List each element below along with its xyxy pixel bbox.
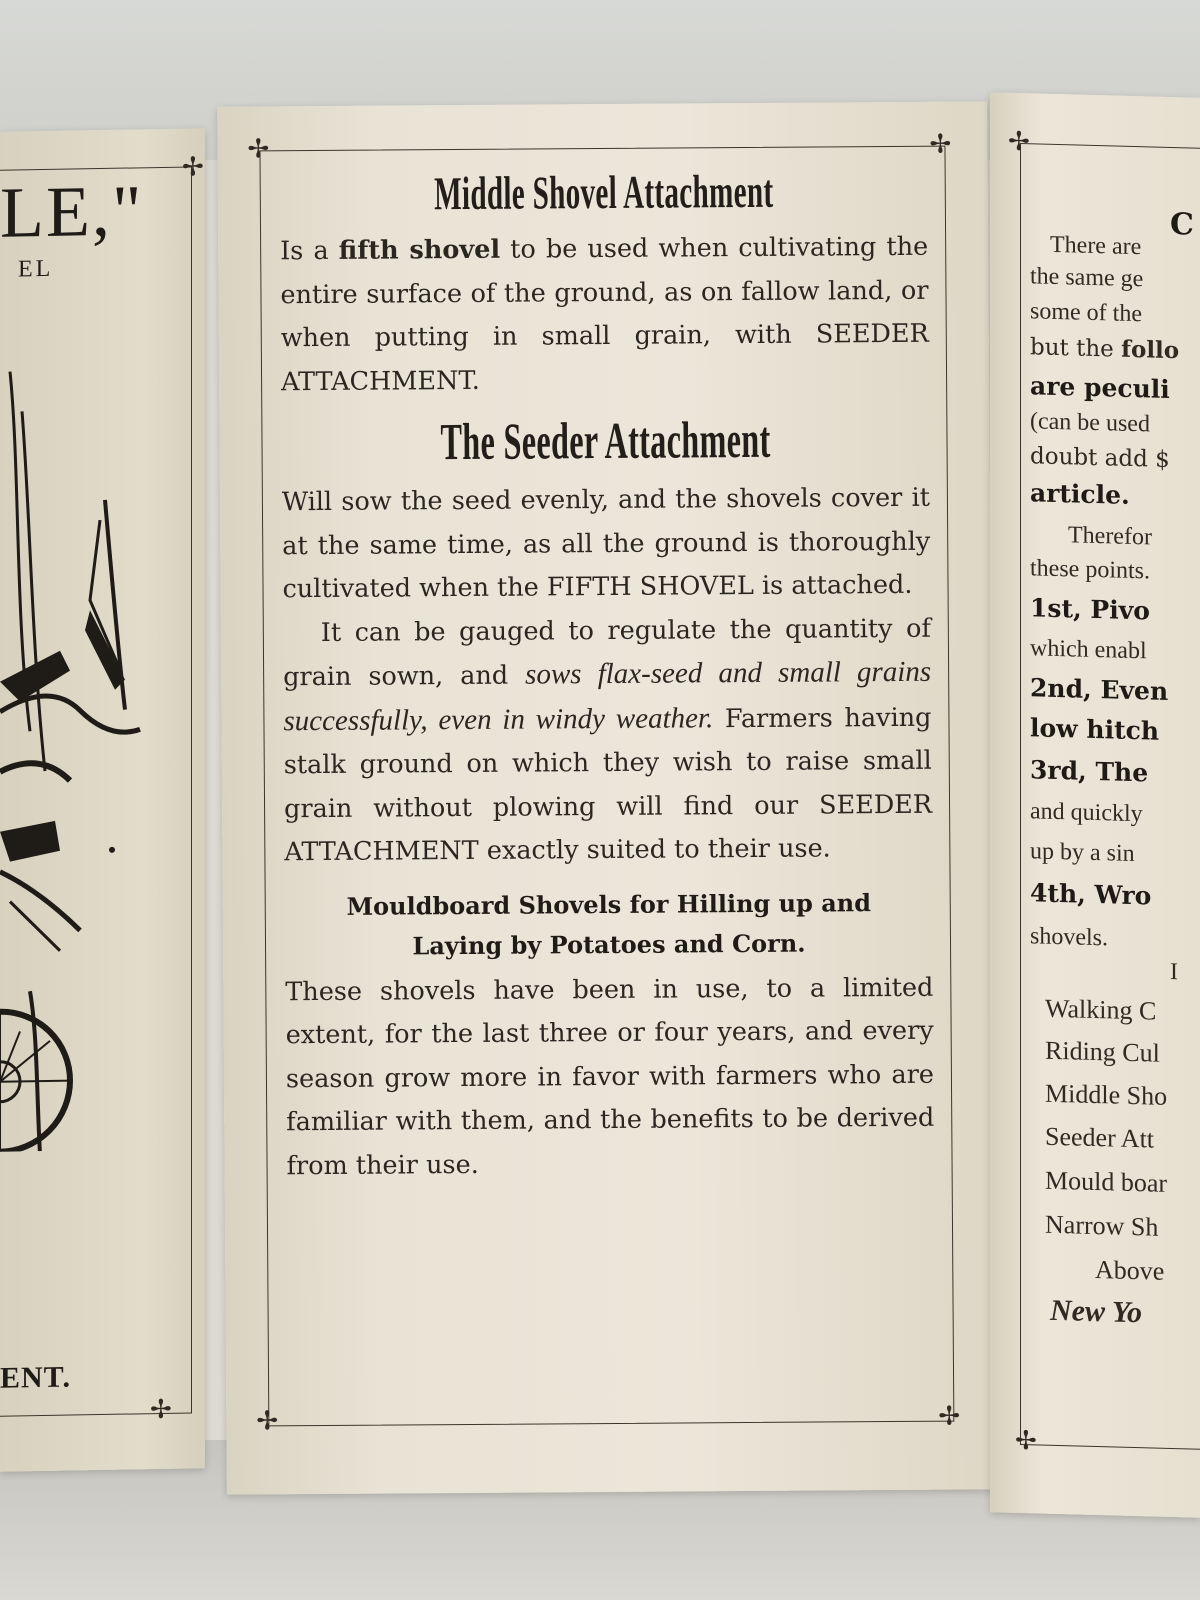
right-panel (990, 92, 1200, 1517)
corner-ornament: ✢ (1008, 126, 1030, 158)
right-line: New Yo (1050, 1293, 1142, 1330)
right-line: the same ge (1030, 263, 1144, 293)
right-line: doubt add $ (1030, 443, 1170, 473)
right-line: which enabl (1030, 635, 1147, 665)
heading-middle-shovel: Middle Shovel Attachment (433, 165, 774, 221)
right-line: some of the (1030, 298, 1142, 328)
right-line: up by a sin (1030, 838, 1135, 868)
right-line: these points. (1030, 555, 1150, 585)
corner-ornament: ✢ (1015, 1425, 1037, 1457)
text-run: Farmers having stalk ground on which they wish to raise small grain without plowing will find our SEEDER ATTACHMENT exactly suited to their use. (283, 702, 933, 868)
corner-ornament: ✢ (938, 1401, 961, 1432)
right-line: 2nd, Even (1030, 673, 1169, 706)
right-line: C (1170, 206, 1194, 243)
section-middle-shovel (280, 164, 930, 405)
right-line: 3rd, The (1030, 755, 1149, 788)
text-run-italic: sows flax-seed and small grains successfully, even in windy weather. (283, 655, 932, 737)
right-line: 4th, Wro (1030, 878, 1152, 911)
right-line: Narrow Sh (1045, 1209, 1159, 1242)
right-line: article. (1030, 478, 1130, 510)
corner-ornament: ✢ (929, 129, 952, 160)
paragraph-seeder-1: Will sow the seed evenly, and the shovels cover it at the same time, as all the ground is thoroughly cultivated when the FIFTH SHOVEL is attached. (281, 482, 931, 605)
right-line: There are (1050, 231, 1142, 261)
text-run-bold: fifth shovel (338, 234, 501, 266)
right-line: shovels. (1030, 923, 1108, 952)
right-line: are peculi (1030, 371, 1170, 404)
right-line: Riding Cul (1045, 1035, 1160, 1068)
text-run: It can be gauged to regulate the quantity of grain sown, and (283, 613, 931, 693)
right-line: Above (1095, 1255, 1165, 1286)
right-line: Middle Sho (1045, 1078, 1168, 1111)
center-panel (217, 101, 997, 1494)
corner-ornament: ✢ (182, 152, 204, 183)
left-bottom-fragment: ENT. (0, 1360, 71, 1395)
right-line: Walking C (1045, 993, 1157, 1026)
left-title-fragment: LE," (0, 170, 144, 253)
heading-seeder: The Seeder Attachment (440, 411, 771, 472)
right-line: but the follo (1030, 334, 1180, 365)
subhead-mouldboard-line-1: Mouldboard Shovels for Hilling up and (346, 887, 872, 921)
right-line: Therefor (1068, 522, 1152, 551)
subhead-mouldboard-line-2: Laying by Potatoes and Corn. (412, 928, 806, 960)
right-line: and quickly (1030, 798, 1143, 828)
paragraph-mouldboard: These shovels have been in use, to a limited extent, for the last three or four years, and every season grow more in favor with farmers who are familiar with them, and the benefits to be derived from their use. (285, 972, 935, 1181)
left-panel (0, 128, 205, 1472)
text-run: to be used when cultivating the entire surface of the ground, as on fallow land, or when putting in small grain, with SEEDER ATTACHMENT. (280, 231, 929, 397)
section-mouldboard (285, 882, 935, 1188)
paragraph-middle-shovel (280, 226, 929, 405)
right-line: low hitch (1030, 713, 1160, 746)
right-line: Mould boar (1045, 1165, 1168, 1198)
corner-ornament: ✢ (247, 134, 270, 165)
paragraph-seeder-2 (283, 607, 933, 875)
right-line: Seeder Att (1045, 1121, 1155, 1154)
corner-ornament: ✢ (256, 1406, 279, 1437)
left-subtitle-fragment: EL (18, 255, 54, 283)
center-content (280, 164, 935, 1188)
section-seeder (281, 410, 932, 875)
cultivator-engraving (0, 348, 200, 1151)
right-line: I (1170, 958, 1178, 986)
text-run: Is a (280, 235, 339, 267)
right-line: 1st, Pivo (1030, 593, 1150, 626)
right-line: (can be used (1030, 408, 1150, 438)
corner-ornament: ✢ (150, 1394, 172, 1426)
